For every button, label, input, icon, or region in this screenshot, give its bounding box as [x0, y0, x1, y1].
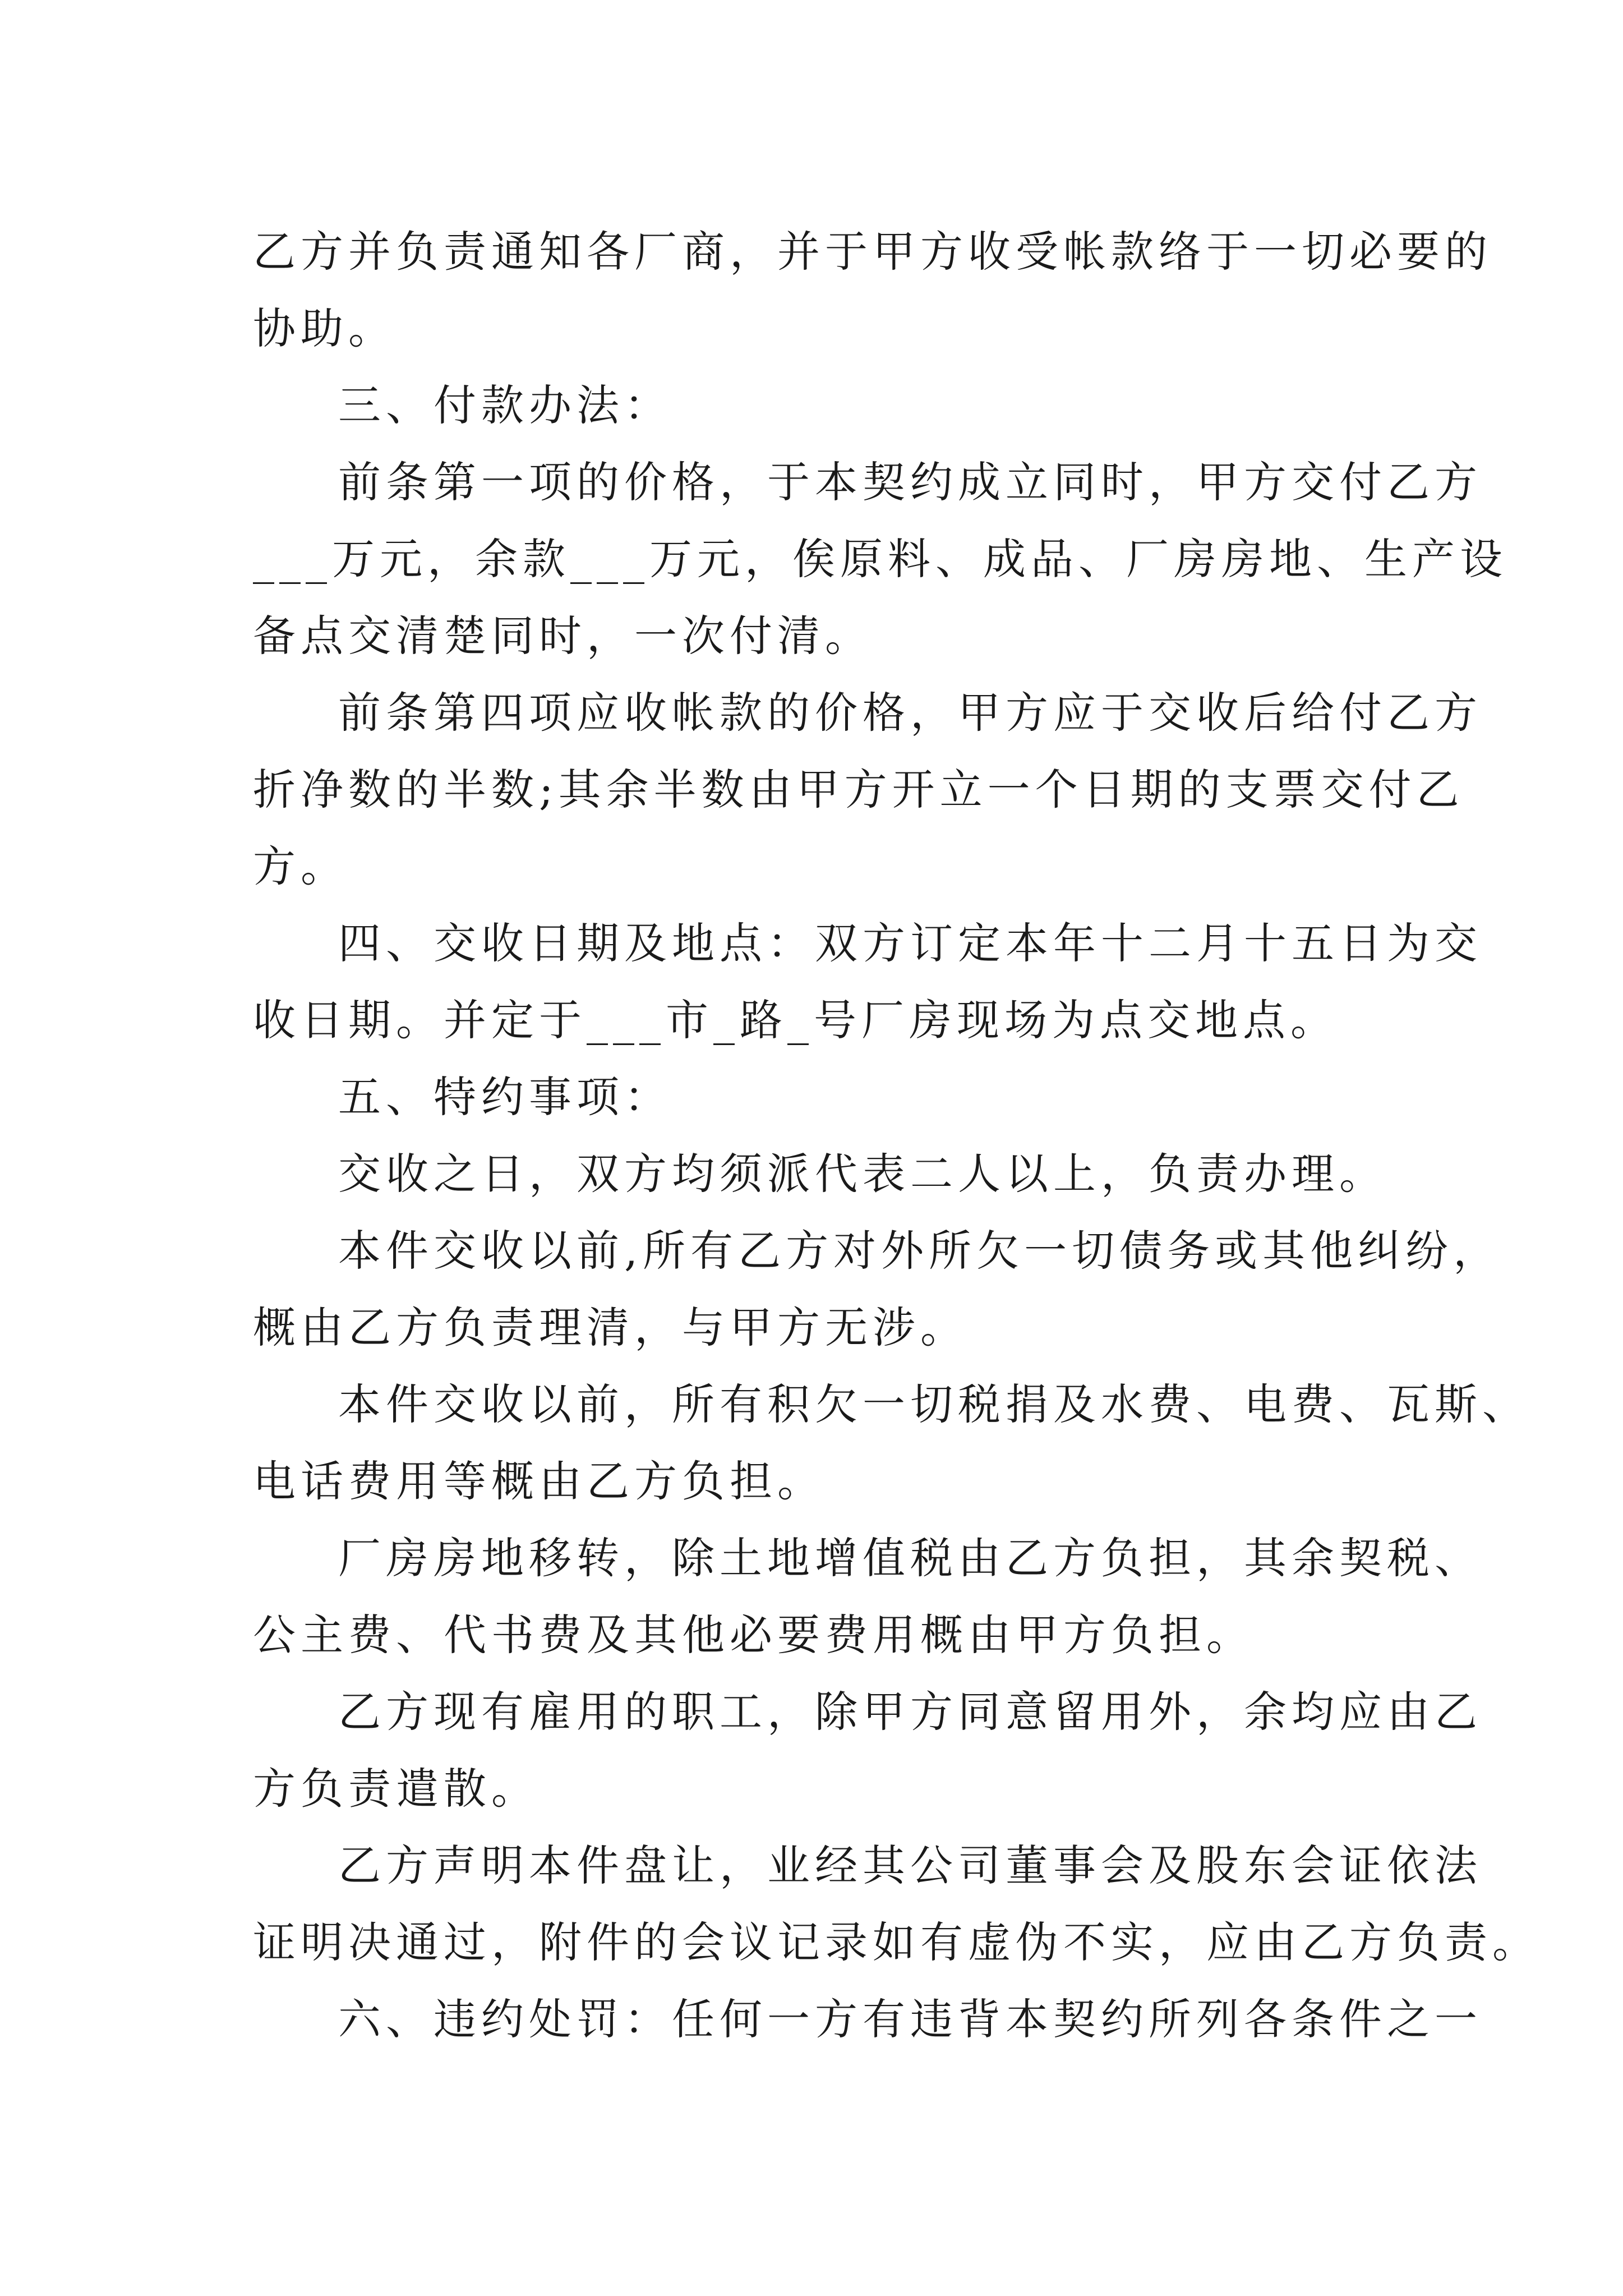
text-line: 协助。 [253, 303, 396, 353]
text-line: 乙方现有雇用的职工，除甲方同意留用外，余均应由乙 [338, 1687, 1482, 1737]
text-line: 电话费用等概由乙方负担。 [253, 1456, 825, 1506]
text-line: 方。 [253, 841, 348, 891]
section-heading: 五、特约事项： [338, 1072, 672, 1122]
text-line: 证明决通过，附件的会议记录如有虚伪不实，应由乙方负责。 [253, 1917, 1540, 1967]
section-heading: 六、违约处罚：任何一方有违背本契约所列各条件之一 [338, 1994, 1482, 2044]
text-line: 备点交清楚同时，一次付清。 [253, 611, 873, 661]
text-line: 折净数的半数;其余半数由甲方开立一个日期的支票交付乙 [253, 765, 1464, 815]
text-line: 厂房房地移转，除土地增值税由乙方负担，其余契税、 [338, 1533, 1482, 1583]
text-line: 本件交收以前,所有乙方对外所欠一切债务或其他纠纷， [338, 1226, 1501, 1276]
section-heading: 三、付款办法： [338, 380, 672, 430]
text-line: 公主费、代书费及其他必要费用概由甲方负担。 [253, 1610, 1254, 1660]
text-line: 方负责遣散。 [253, 1764, 539, 1814]
text-line: 乙方并负责通知各厂商，并于甲方收受帐款络于一切必要的 [253, 227, 1492, 277]
text-line: ___万元，余款___万元，俟原料、成品、厂房房地、生产设 [253, 534, 1507, 584]
text-line: 前条第四项应收帐款的价格，甲方应于交收后给付乙方 [338, 688, 1482, 738]
text-line: 收日期。并定于___市_路_号厂房现场为点交地点。 [253, 995, 1338, 1045]
contract-body [253, 213, 1540, 2058]
text-line: 概由乙方负责理清，与甲方无涉。 [253, 1303, 968, 1352]
text-line: 前条第一项的价格，于本契约成立同时，甲方交付乙方 [338, 457, 1482, 507]
text-line: 本件交收以前，所有积欠一切税捐及水费、电费、瓦斯、 [338, 1379, 1530, 1429]
text-line: 乙方声明本件盘让，业经其公司董事会及股东会证依法 [338, 1841, 1482, 1890]
text-line: 交收之日，双方均须派代表二人以上，负责办理。 [338, 1149, 1387, 1199]
section-heading: 四、交收日期及地点：双方订定本年十二月十五日为交 [338, 918, 1482, 968]
